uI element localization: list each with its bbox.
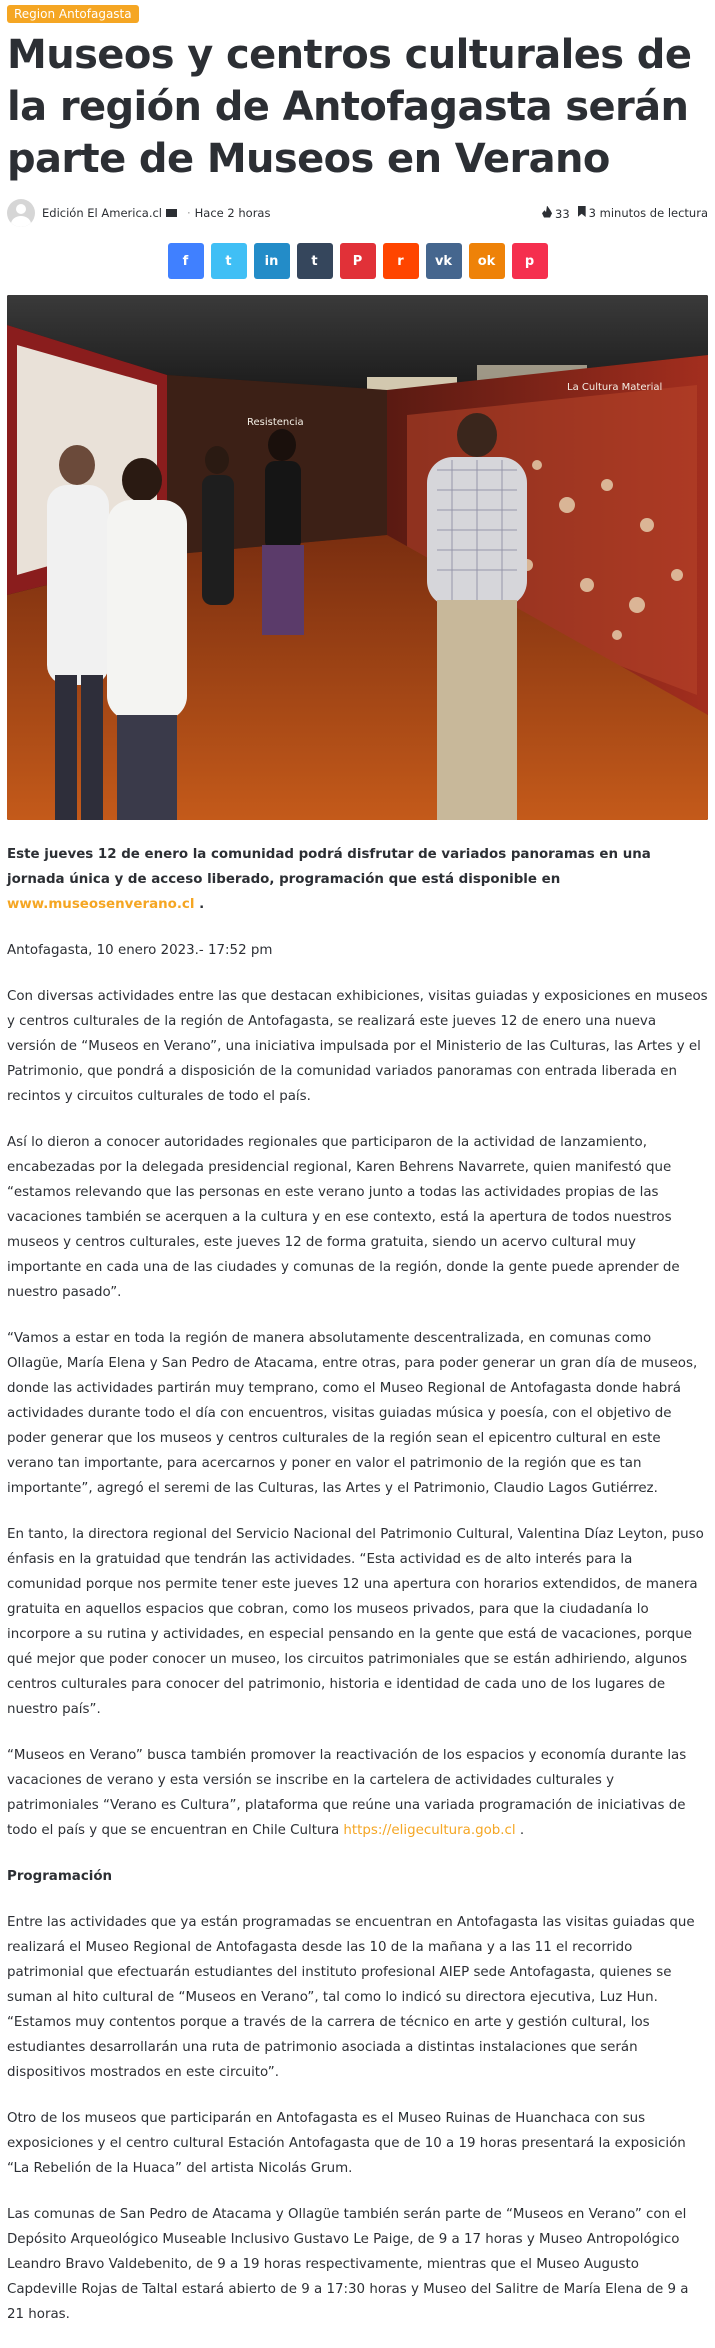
read-time-stat [578, 206, 708, 220]
vk-icon: vk [434, 253, 453, 269]
linkedin-share-button[interactable] [254, 243, 290, 279]
lead-text: Este jueves 12 de enero la comunidad podrá disfrutar de variados panoramas en una jornada única y de acceso liberado, programación que está disponible en [7, 847, 651, 887]
paragraph-3: “Vamos a estar en toda la región de manera absolutamente descentralizada, en comunas como Ollagüe, María Elena y San Pedro de Atacama, entre otras, para poder generar un gran día de museos, donde las actividades partirán muy temprano, como el Museo Regional de Antofagasta donde habrá actividades durante todo el día con encuentros, visitas guiadas música y poesía, con el objetivo de poder generar que los museos y centros culturales de la región sean el epicentro cultural en este verano tan importante, para acercarnos y poner en valor el patrimonio de la región que es tan importante”, agregó el seremi de las Culturas, las Artes y el Patrimonio, Claudio Lagos Gutiérrez. [7, 1331, 698, 1496]
twitter-icon: t [225, 253, 232, 269]
left-sign: Resistencia [247, 417, 304, 428]
pocket-icon: p [524, 253, 535, 269]
facebook-icon: f [182, 253, 189, 269]
bookmark-icon [578, 206, 586, 217]
category-badge[interactable]: Region Antofagasta [7, 5, 139, 23]
pinterest-icon: P [352, 253, 363, 269]
odnoklassniki-share-button[interactable] [469, 243, 505, 279]
author-avatar[interactable] [7, 199, 35, 227]
reddit-icon: r [397, 253, 404, 269]
paragraph-4: En tanto, la directora regional del Servicio Nacional del Patrimonio Cultural, Valentina Díaz Leyton, puso énfasis en la gratuidad que tendrán las actividades. “Esta actividad es de alto interés para la comunidad porque nos permite tener este jueves 12 una apertura con horarios extendidos, de manera gratuita en aquellos espacios que cobran, como los museos privados, para que la ciudadanía lo incorpore a su rutina y actividades, en especial pensando en la gente que está de vacaciones, porque qué mejor que poder conocer un museo, los circuitos patrimoniales que se están adhiriendo, algunos centros culturales para conocer del patrimonio, historia e identidad de cada uno de los lugares de nuestro país”. [7, 1527, 704, 1717]
separator-dot: · [187, 206, 191, 220]
paragraph-5 [7, 1743, 708, 1843]
tumblr-icon: t [311, 253, 318, 269]
paragraph-7: Otro de los museos que participarán en Antofagasta es el Museo Ruinas de Huanchaca con sus exposiciones y el centro cultural Estación Antofagasta que de 10 a 19 horas presentará la exposición “La Rebelión de la Huaca” del artista Nicolás Grum. [7, 2111, 686, 2176]
paragraph-1: Con diversas actividades entre las que destacan exhibiciones, visitas guiadas y exposiciones en museos y centros culturales de la región de Antofagasta, se realizará este jueves 12 de enero una nueva versión de “Museos en Verano”, una iniciativa impulsada por el Ministerio de las Culturas, las Artes y el Patrimonio, que pondrá a disposición de la comunidad variados panoramas con entrada liberada en recintos y circuitos culturales de todo el país. [7, 989, 708, 1104]
museum-photo [7, 295, 708, 820]
vk-share-button[interactable] [426, 243, 462, 279]
lead-paragraph [7, 842, 708, 917]
share-buttons [7, 243, 708, 279]
museos-link[interactable]: www.museosenverano.cl [7, 897, 195, 912]
views-count: 33 [555, 206, 570, 221]
dateline: Antofagasta, 10 enero 2023.- 17:52 pm [7, 943, 273, 958]
reddit-share-button[interactable] [383, 243, 419, 279]
right-sign: La Cultura Material [567, 382, 663, 393]
featured-image [7, 295, 708, 820]
lead-end: . [194, 897, 205, 912]
p5-text: “Museos en Verano” busca también promover la reactivación de los espacios y economía durante las vacaciones de verano y esta versión se inscribe en la cartelera de actividades culturales y patrimoniales “Verano es Cultura”, plataforma que reúne una variada programación de iniciativas de todo el país y que se encuentran en Chile Cultura [7, 1748, 687, 1838]
paragraph-2: Así lo dieron a conocer autoridades regionales que participaron de la actividad de lanzamiento, encabezadas por la delegada presidencial regional, Karen Behrens Navarrete, quien manifestó que “estamos relevando que las personas en este verano junto a todas las actividades propias de las vacaciones también se acerquen a la cultura y en ese contexto, está la apertura de todos nuestros museos y centros culturales, este jueves 12 de forma gratuita, siendo un acervo cultural muy importante en cada una de las ciudades y comunas de la región, donde la gente puede aprender de nuestro pasado”. [7, 1135, 680, 1300]
eligecultura-link[interactable]: https://eligecultura.gob.cl [343, 1823, 516, 1838]
article-title: Museos y centros culturales de la región de Antofagasta serán parte de Museos en Verano [7, 32, 692, 182]
p5-end: . [515, 1823, 525, 1838]
tumblr-share-button[interactable] [297, 243, 333, 279]
twitter-share-button[interactable] [211, 243, 247, 279]
odnoklassniki-icon: ok [477, 253, 496, 269]
views-stat [542, 206, 570, 221]
article-body [7, 842, 708, 2327]
linkedin-icon: in [264, 253, 279, 269]
programacion-heading: Programación [7, 1869, 113, 1884]
post-date: Hace 2 horas [194, 206, 271, 220]
read-time: 3 minutos de lectura [588, 206, 708, 220]
pinterest-share-button[interactable] [340, 243, 376, 279]
envelope-icon[interactable] [166, 209, 177, 217]
pocket-share-button[interactable] [512, 243, 548, 279]
paragraph-8: Las comunas de San Pedro de Atacama y Ollagüe también serán parte de “Museos en Verano” con el Depósito Arqueológico Museable Inclusivo Gustavo Le Paige, de 9 a 17 horas y Museo Antropológico Leandro Bravo Valdebenito, de 9 a 19 horas respectivamente, mientras que el Museo Augusto Capdeville Rojas de Taltal estará abierto de 9 a 17:30 horas y Museo del Salitre de María Elena de 9 a 21 horas. [7, 2207, 689, 2322]
flame-icon [542, 206, 552, 218]
post-stats [542, 206, 708, 221]
author-name[interactable]: Edición El America.cl [42, 206, 162, 220]
facebook-share-button[interactable] [168, 243, 204, 279]
post-meta [7, 197, 708, 229]
paragraph-6: Entre las actividades que ya están programadas se encuentran en Antofagasta las visitas guiadas que realizará el Museo Regional de Antofagasta desde las 10 de la mañana y a las 11 el recorrido patrimonial que efectuarán estudiantes del instituto profesional AIEP sede Antofagasta, quienes se suman al hito cultural de “Museos en Verano”, tal como lo indicó su directora ejecutiva, Luz Hun. “Estamos muy contentos porque a través de la carrera de técnico en arte y gestión cultural, los estudiantes desarrollarán una ruta de patrimonio asociada a distintas instalaciones que serán dispositivos mostrados en este circuito”. [7, 1915, 695, 2080]
